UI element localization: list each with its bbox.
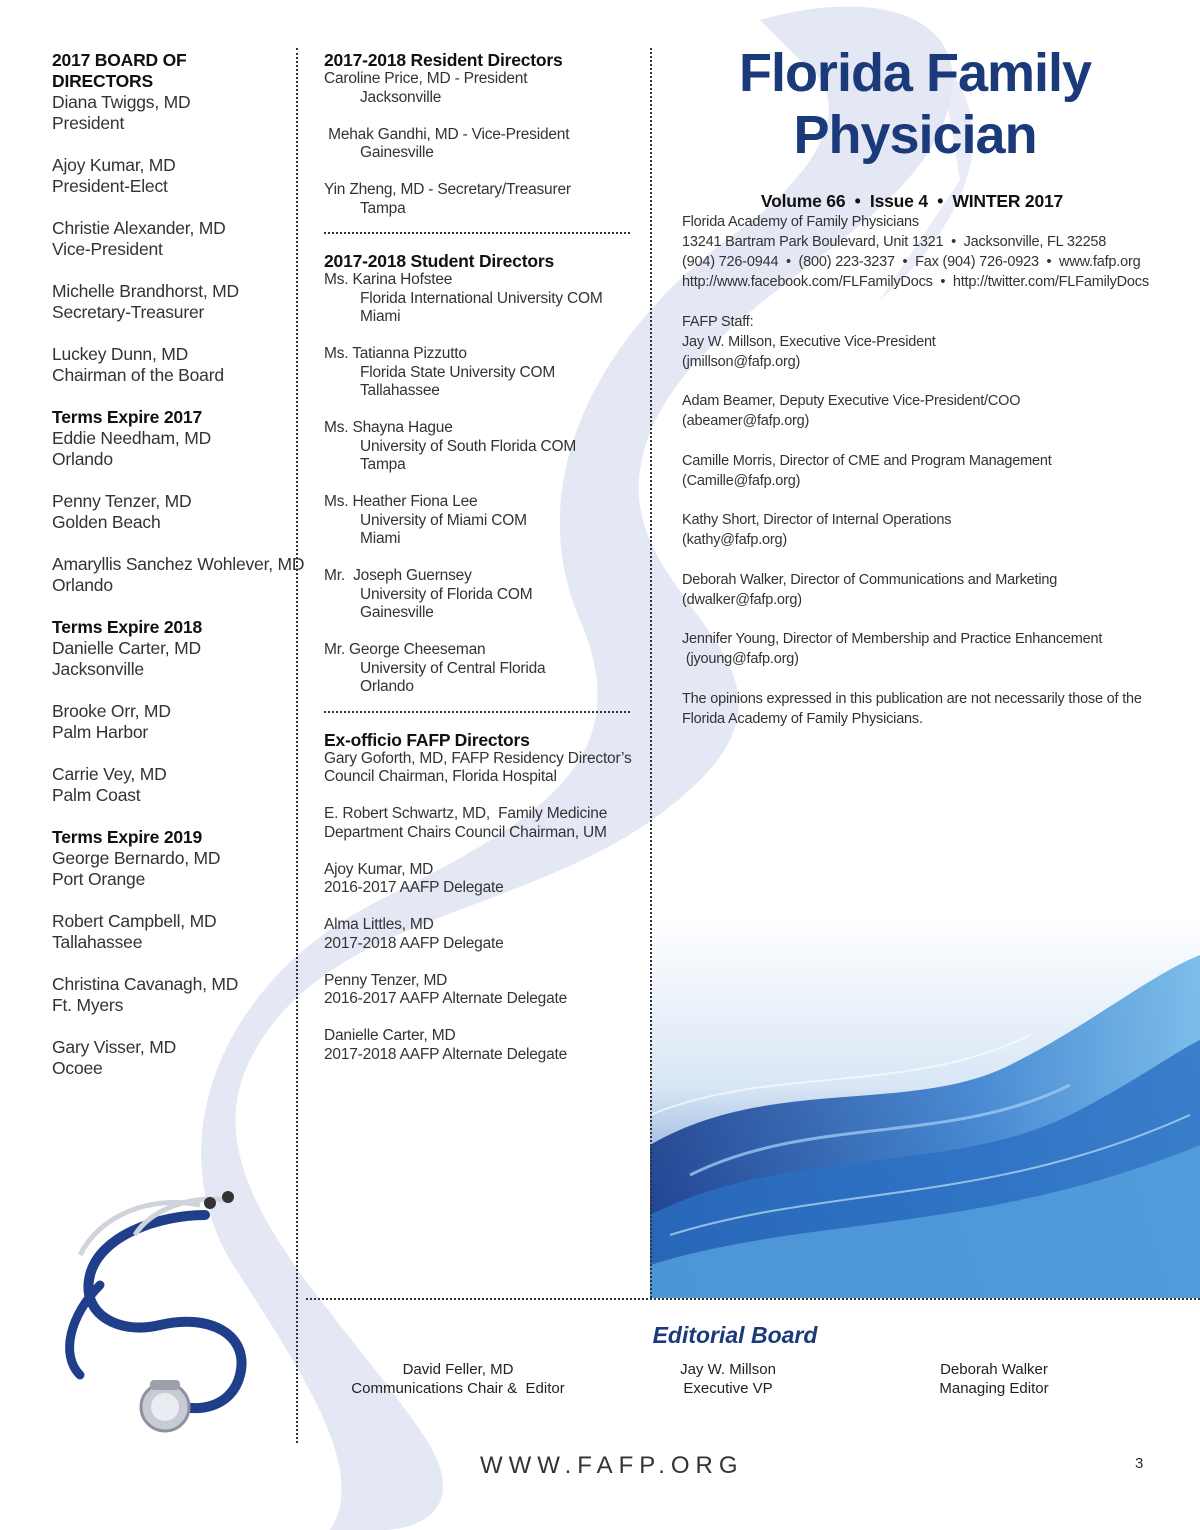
exofficio-entry: Gary Goforth, MD, FAFP Residency Director’s Council Chairman, Florida Hospital xyxy=(324,749,632,785)
resident-heading: 2017-2018 Resident Directors xyxy=(324,50,563,70)
disclaimer: The opinions expressed in this publication are not necessarily those of the Florida Academy of Family Physicians. xyxy=(682,690,1142,727)
terms-heading: Terms Expire 2019 xyxy=(52,827,202,847)
stethoscope-image xyxy=(40,1175,280,1465)
officer-entry: Ajoy Kumar, MD President-Elect xyxy=(52,155,176,196)
member-entry: Danielle Carter, MD Jacksonville xyxy=(52,638,201,679)
student-entry: Ms. Karina Hofstee Florida International University COM Miami xyxy=(324,271,603,325)
member-entry: Christina Cavanagh, MD Ft. Myers xyxy=(52,974,239,1015)
officer-entry: Christie Alexander, MD Vice-President xyxy=(52,218,226,259)
staff-entry: Adam Beamer, Deputy Executive Vice-President/COO (abeamer@fafp.org) xyxy=(682,393,1021,429)
member-entry: Gary Visser, MD Ocoee xyxy=(52,1037,177,1078)
blue-waves-graphic xyxy=(650,915,1200,1298)
website-url[interactable]: WWW.FAFP.ORG xyxy=(480,1452,744,1479)
member-entry: George Bernardo, MD Port Orange xyxy=(52,848,221,889)
staff-entry: Jay W. Millson, Executive Vice-President (jmillson@fafp.org) xyxy=(682,333,936,370)
masthead-info-column xyxy=(682,190,1162,729)
section-divider xyxy=(324,711,630,713)
staff-entry: Camille Morris, Director of CME and Program Management (Camille@fafp.org) xyxy=(682,452,1052,489)
editorial-member: Deborah Walker Managing Editor xyxy=(939,1361,1049,1397)
member-entry: Brooke Orr, MD Palm Harbor xyxy=(52,701,171,742)
editorial-board-title: Editorial Board xyxy=(652,1322,818,1348)
section-divider xyxy=(324,232,630,234)
member-entry: Eddie Needham, MD Orlando xyxy=(52,428,212,469)
staff-entry: Jennifer Young, Director of Membership and Practice Enhancement (jyoung@fafp.org) xyxy=(682,631,1103,667)
exofficio-entry: Penny Tenzer, MD 2016-2017 AAFP Alternate Delegate xyxy=(324,971,568,1007)
terms-heading: Terms Expire 2018 xyxy=(52,617,202,637)
editorial-member: Jay W. Millson Executive VP xyxy=(680,1361,776,1397)
editorial-divider xyxy=(306,1298,1200,1300)
org-name: Florida Academy of Family Physicians xyxy=(682,214,919,230)
student-entry: Ms. Heather Fiona Lee University of Miami COM Miami xyxy=(324,493,527,547)
staff-entry: Deborah Walker, Director of Communications and Marketing (dwalker@fafp.org) xyxy=(682,571,1058,608)
staff-heading: FAFP Staff: xyxy=(682,313,754,330)
board-heading: 2017 BOARD OF DIRECTORS xyxy=(52,50,187,91)
resident-entry: Mehak Gandhi, MD - Vice-President Gainesville xyxy=(324,125,570,161)
column-divider-right xyxy=(650,48,652,1298)
student-entry: Ms. Shayna Hague University of South Florida COM Tampa xyxy=(324,419,577,473)
exofficio-entry: Alma Littles, MD 2017-2018 AAFP Delegate xyxy=(324,916,504,952)
social-links: http://www.facebook.com/FLFamilyDocs • http://twitter.com/FLFamilyDocs xyxy=(682,274,1149,290)
staff-entry: Kathy Short, Director of Internal Operations (kathy@fafp.org) xyxy=(682,512,952,548)
terms-heading: Terms Expire 2017 xyxy=(52,407,202,427)
member-entry: Robert Campbell, MD Tallahassee xyxy=(52,911,217,952)
address: 13241 Bartram Park Boulevard, Unit 1321 • Jacksonville, FL 32258 xyxy=(682,234,1107,250)
directors-column xyxy=(324,50,634,1083)
resident-entry: Caroline Price, MD - President Jacksonville xyxy=(324,70,528,106)
column-divider-left xyxy=(296,48,298,1443)
officer-entry: Michelle Brandhorst, MD Secretary-Treasurer xyxy=(52,281,239,322)
resident-entry: Yin Zheng, MD - Secretary/Treasurer Tampa xyxy=(324,181,571,217)
student-entry: Mr. George Cheeseman University of Central Florida Orlando xyxy=(324,641,546,695)
exofficio-entry: Ajoy Kumar, MD 2016-2017 AAFP Delegate xyxy=(324,860,504,896)
volume-issue: Volume 66 • Issue 4 • WINTER 2017 xyxy=(760,191,1064,211)
student-entry: Ms. Tatianna Pizzutto Florida State University COM Tallahassee xyxy=(324,345,556,399)
exofficio-heading: Ex-officio FAFP Directors xyxy=(324,729,530,750)
page-number: 3 xyxy=(1135,1455,1144,1472)
officer-entry: Luckey Dunn, MD Chairman of the Board xyxy=(52,344,224,385)
magazine-title: Florida Family Physician xyxy=(738,43,1092,165)
member-entry: Amaryllis Sanchez Wohlever, MD Orlando xyxy=(52,554,305,595)
member-entry: Carrie Vey, MD Palm Coast xyxy=(52,764,167,805)
exofficio-entry: Danielle Carter, MD 2017-2018 AAFP Alternate Delegate xyxy=(324,1027,568,1063)
officer-entry: Diana Twiggs, MD President xyxy=(52,92,191,133)
student-heading: 2017-2018 Student Directors xyxy=(324,251,554,271)
board-of-directors-column xyxy=(52,50,305,1100)
exofficio-entry: E. Robert Schwartz, MD, Family Medicine Department Chairs Council Chairman, UM xyxy=(324,805,608,841)
phone-numbers: (904) 726-0944 • (800) 223-3237 • Fax (904) 726-0923 • www.fafp.org xyxy=(682,254,1141,270)
editorial-member: David Feller, MD Communications Chair & Editor xyxy=(351,1361,565,1397)
student-entry: Mr. Joseph Guernsey University of Florida COM Gainesville xyxy=(324,567,533,621)
member-entry: Penny Tenzer, MD Golden Beach xyxy=(52,491,192,532)
